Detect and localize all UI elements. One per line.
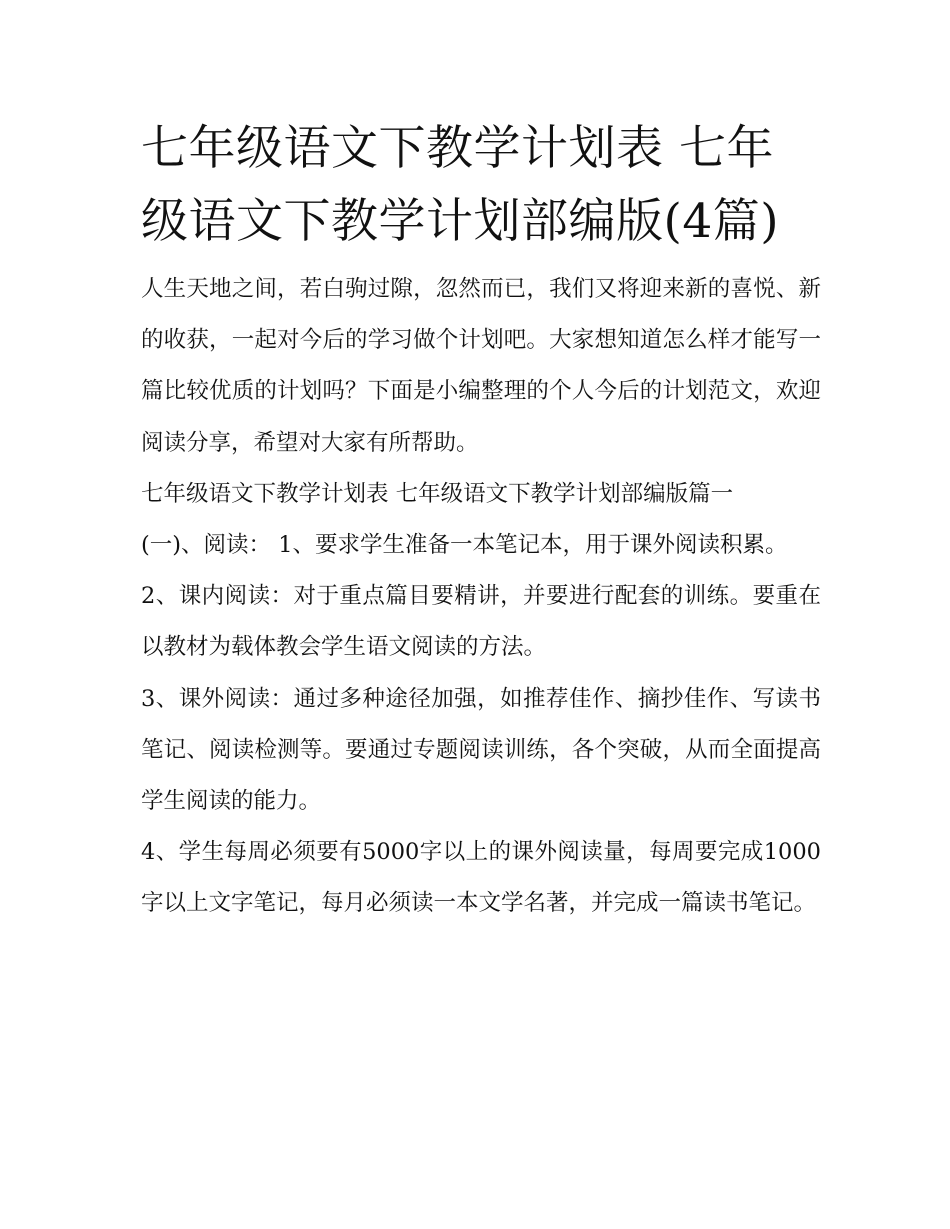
paragraph-in-class-reading: 2、课内阅读：对于重点篇目要精讲，并要进行配套的训练。要重在以教材为载体教会学生语文阅读的方法。: [141, 583, 821, 661]
section-heading: 七年级语文下教学计划表 七年级语文下教学计划部编版篇一: [141, 480, 734, 507]
paragraph-extracurricular-reading: 3、课外阅读：通过多种途径加强，如推荐佳作、摘抄佳作、写读书笔记、阅读检测等。要通过专题阅读训练，各个突破，从而全面提高学生阅读的能力。: [141, 685, 821, 815]
document-title: 七年级语文下教学计划表 七年级语文下教学计划部编版(4篇): [141, 121, 780, 249]
paragraph-weekly-reading-amount: 4、学生每周必须要有5000字以上的课外阅读量，每周要完成1000字以上文字笔记，每月必须读一本文学名著，并完成一篇读书笔记。: [141, 839, 821, 917]
paragraph-reading-notebook: (一)、阅读： 1、要求学生准备一本笔记本，用于课外阅读积累。: [141, 532, 788, 559]
intro-paragraph: 人生天地之间，若白驹过隙，忽然而已，我们又将迎来新的喜悦、新的收获，一起对今后的学习做个计划吧。大家想知道怎么样才能写一篇比较优质的计划吗？下面是小编整理的个人今后的计划范文，欢迎阅读分享，希望对大家有所帮助。: [141, 276, 821, 456]
document-body: [141, 112, 821, 930]
